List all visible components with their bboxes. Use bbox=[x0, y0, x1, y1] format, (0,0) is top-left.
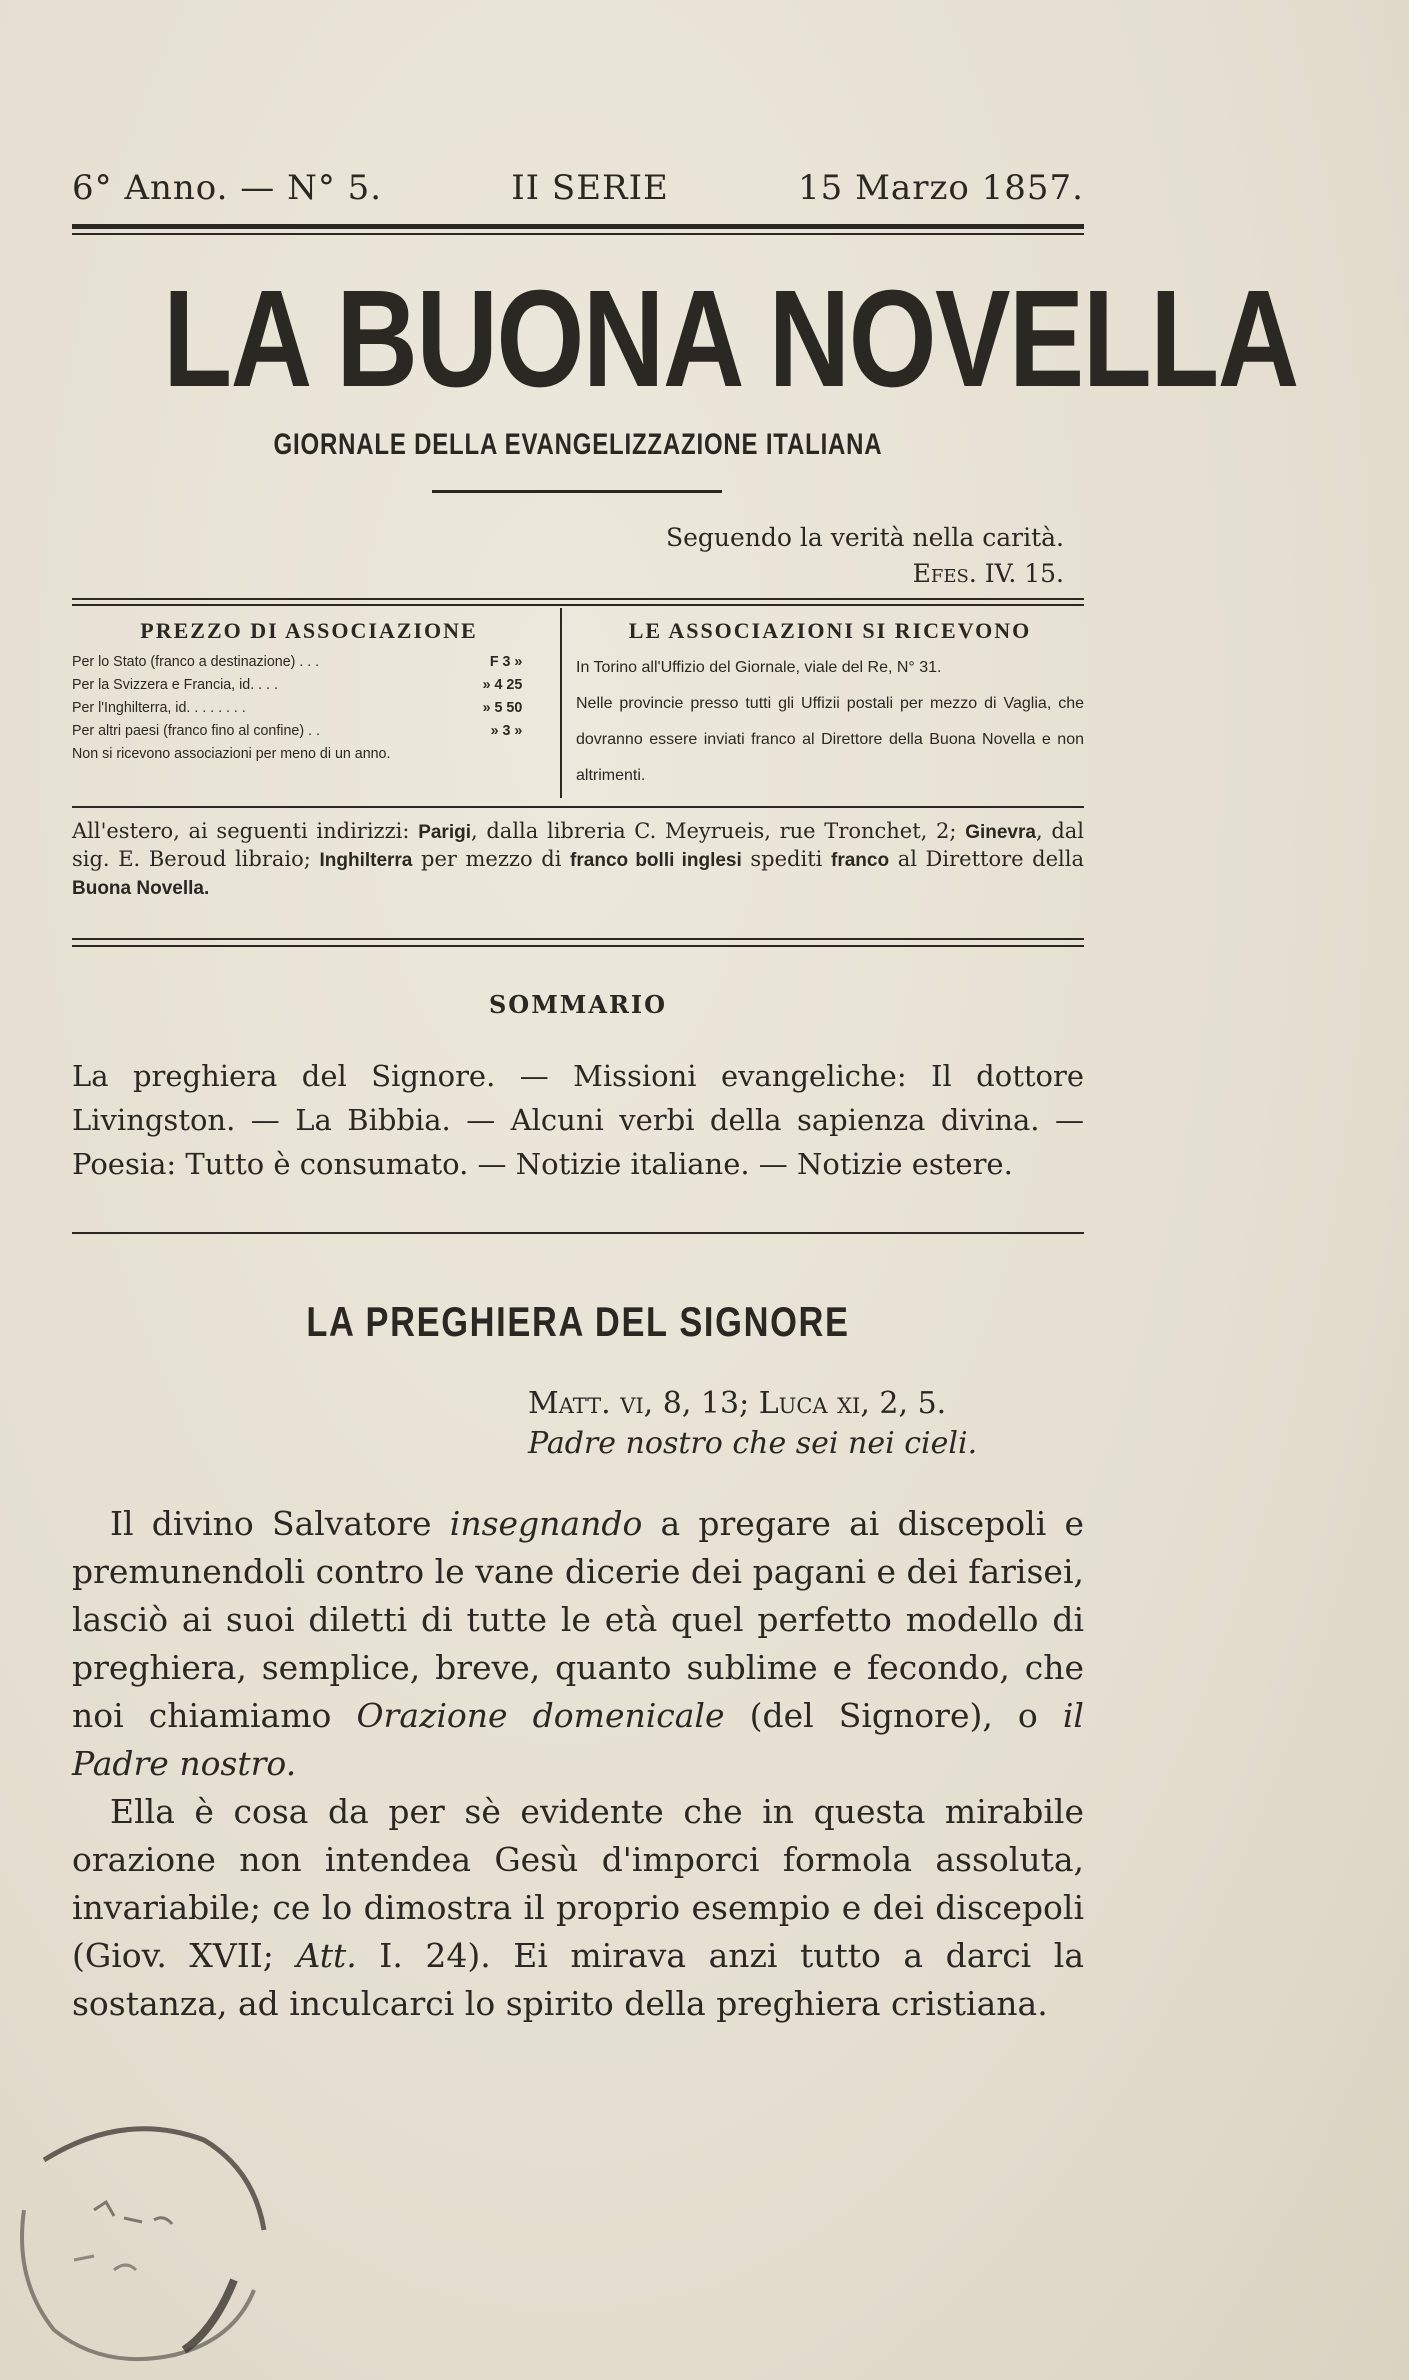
motto-ref: Efes. IV. 15. bbox=[912, 559, 1064, 588]
box-bottom-rule bbox=[72, 806, 1084, 808]
paragraph: Il divino Salvatore insegnando a pregare ai discepoli e premunendoli contro le vane dicerie dei pagani e dei farisei, lasciò ai suoi diletti di tutte le età quel perfetto modello di preghiera, semplice, breve, quanto sublime e fecondo, che noi chiamiamo Orazione domenicale (del Signore), o il Padre nostro. bbox=[72, 1504, 1084, 1783]
geneva-label: Ginevra bbox=[965, 822, 1036, 843]
summary-top-rule-2 bbox=[72, 945, 1084, 947]
issue-header bbox=[72, 168, 1084, 208]
price-note: Non si ricevono associazioni per meno di un anno. bbox=[72, 745, 391, 762]
masthead-rule bbox=[432, 490, 722, 493]
box-top-rule-2 bbox=[72, 604, 1084, 606]
paris-label: Parigi bbox=[418, 822, 471, 843]
offices-provinces: Nelle provincie presso tutti gli Uffizii postali per mezzo di Vaglia, che dovranno essere inviati franco al Direttore della Buona Novella e non altrimenti. bbox=[576, 695, 1084, 784]
header-rule-thin bbox=[72, 233, 1084, 235]
box-top-rule bbox=[72, 598, 1084, 600]
article-body bbox=[72, 1500, 1084, 2028]
offices-heading: LE ASSOCIAZIONI SI RICEVONO bbox=[628, 618, 1032, 643]
abroad-addresses: All'estero, ai seguenti indirizzi: Parigi, dalla libreria C. Meyrueis, rue Tronchet, 2; Ginevra, dal sig. E. Beroud libraio; Inghilterra per mezzo di franco bolli inglesi spediti franco al Direttore della Buona Novella. bbox=[72, 819, 1085, 899]
offices-section bbox=[562, 608, 1084, 798]
summary-text: La preghiera del Signore. — Missioni evangeliche: Il dottore Livingston. — La Bibbia. — Alcuni verbi della sapienza divina. — Poesia: Tutto è consumato. — Notizie italiane. — Notizie estere. bbox=[72, 1059, 1084, 1181]
article-reference bbox=[528, 1384, 977, 1464]
summary-heading: SOMMARIO bbox=[488, 990, 668, 1019]
issue-series: II SERIE bbox=[511, 168, 669, 208]
summary-bottom-rule bbox=[72, 1232, 1084, 1234]
price-row: Per l'Inghilterra, id. . . . . . . . » 5 50 bbox=[72, 699, 523, 716]
price-row: Per altri paesi (franco fino al confine) . . » 3 » bbox=[72, 722, 523, 739]
price-row: Per la Svizzera e Francia, id. . . . » 4 25 bbox=[72, 676, 523, 693]
motto-text: Seguendo la verità nella carità. bbox=[665, 523, 1064, 552]
subscription-box bbox=[72, 608, 1084, 798]
england-label: Inghilterra bbox=[319, 850, 413, 871]
price-heading: PREZZO DI ASSOCIAZIONE bbox=[140, 618, 478, 643]
paragraph: Ella è cosa da per sè evidente che in questa mirabile orazione non intendea Gesù d'imporci formola assoluta, invariabile; ce lo dimostra il proprio esempio e dei discepoli (Giov. XVII; Att. I. 24). Ei mirava anzi tutto a darci la sostanza, ad inculcarci lo spirito della preghiera cristiana. bbox=[72, 1792, 1085, 2023]
issue-date: 15 Marzo 1857. bbox=[798, 168, 1084, 208]
masthead-subtitle: GIORNALE DELLA EVANGELIZZAZIONE ITALIANA bbox=[273, 428, 883, 461]
scripture-ref: Matt. vi, 8, 13; Luca xi, 2, 5. bbox=[528, 1386, 947, 1421]
epigraph: Padre nostro che sei nei cieli. bbox=[528, 1426, 978, 1461]
library-stamp-icon bbox=[4, 2100, 274, 2370]
masthead-title: LA BUONA NOVELLA bbox=[163, 262, 1298, 416]
offices-turin: In Torino all'Uffizio del Giornale, viale del Re, N° 31. bbox=[576, 659, 942, 676]
summary-top-rule bbox=[72, 938, 1084, 940]
motto bbox=[666, 520, 1064, 592]
price-row: Per lo Stato (franco a destinazione) . . . F 3 » bbox=[72, 653, 523, 670]
header-rule bbox=[72, 224, 1084, 229]
article-title: LA PREGHIERA DEL SIGNORE bbox=[306, 1298, 850, 1345]
issue-number: 6° Anno. — N° 5. bbox=[72, 168, 383, 208]
price-section bbox=[72, 608, 562, 798]
